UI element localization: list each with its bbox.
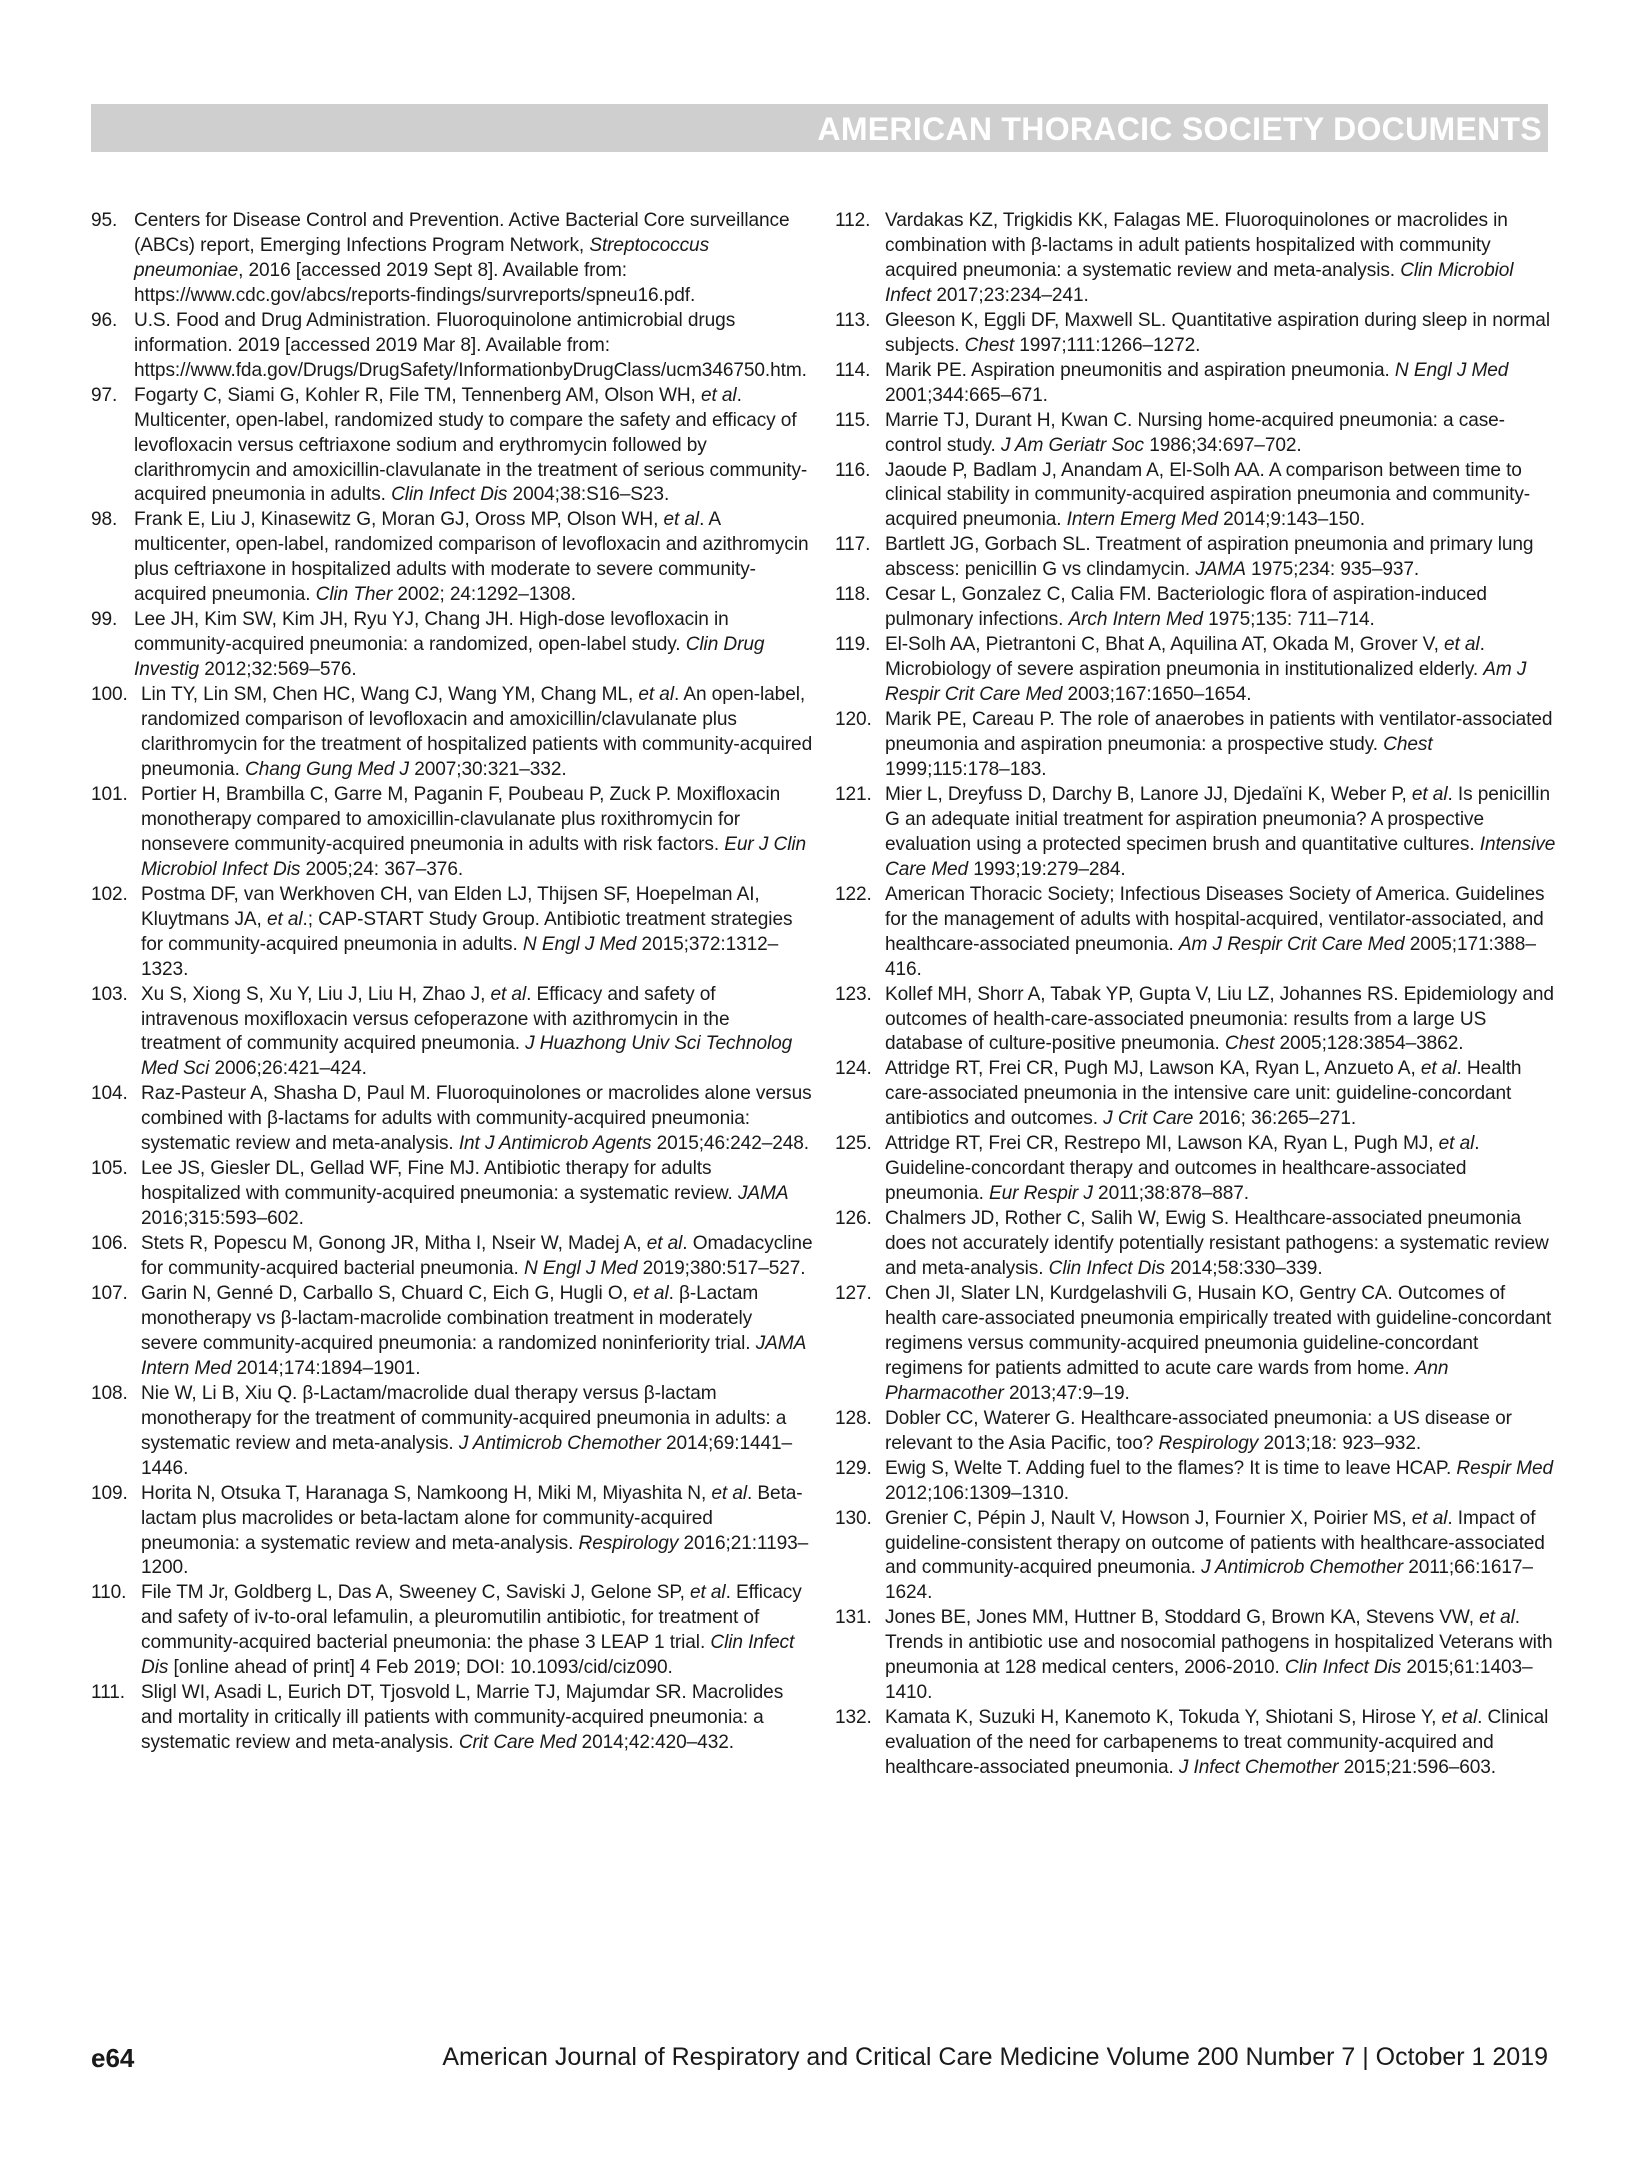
reference-text [885,883,1557,983]
reference-segment: Mier L, Dreyfuss D, Darchy B, Lanore JJ, Djedaïni K, Weber P, [885,783,1412,805]
left-reference-column [91,209,813,1756]
reference-italic-segment: Chest [1224,1033,1275,1055]
reference-segment: 1997;111:1266–1272. [1014,334,1201,356]
reference-text [885,1057,1557,1132]
reference-text [134,384,813,509]
reference-segment: Portier H, Brambilla C, Garre M, Paganin F, Poubeau P, Zuck P. Moxifloxacin monotherapy compared to amoxicillin-clavulanate plus roxithromycin for nonsevere community-acquired pneumonia in adults with risk factors. [141,783,781,855]
reference-segment: Jones BE, Jones MM, Huttner B, Stoddard G, Brown KA, Stevens VW, [885,1607,1480,1629]
reference-entry [91,883,813,983]
reference-segment: . Microbiology of severe aspiration pneumonia in institutionalized elderly. [885,634,1485,681]
reference-number: 126. [835,1208,872,1230]
reference-number: 111. [91,1682,125,1704]
reference-italic-segment: et al [711,1482,747,1504]
reference-number: 127. [835,1282,872,1304]
reference-number: 124. [835,1058,872,1080]
reference-italic-segment: Am J Respir Crit Care Med [885,659,1527,706]
reference-text [141,883,813,983]
reference-entry [835,1282,1557,1407]
reference-segment: 2005;24: 367–376. [300,858,464,880]
reference-text [141,1232,813,1282]
reference-number: 95. [91,210,118,231]
reference-italic-segment: et al [646,1233,683,1255]
reference-segment: 2014;174:1894–1901. [231,1357,421,1379]
reference-text [141,1581,813,1681]
reference-segment: Marik PE, Careau P. The role of anaerobes in patients with ventilator-associated pneumonia and aspiration pneumonia: a prospective study. [885,709,1553,756]
reference-italic-segment: Intensive Care Med [885,833,1556,880]
reference-number: 130. [835,1507,872,1529]
reference-segment: . Clinical evaluation of the need for carbapenems to treat community-acquired and healthcare-associated pneumonia. [885,1707,1549,1779]
reference-italic-segment: et al [1411,1507,1448,1529]
reference-segment: . Guideline-concordant therapy and outcomes in healthcare-associated pneumonia. [885,1133,1480,1205]
reference-segment: Stets R, Popescu M, Gonong JR, Mitha I, Nseir W, Madej A, [141,1233,647,1255]
reference-segment: 2005;128:3854–3862. [1274,1033,1464,1055]
reference-segment: 2019;380:517–527. [637,1258,806,1280]
reference-segment: . Trends in antibiotic use and nosocomial pathogens in hospitalized Veterans with pneumonia at 128 medical centers, 2006-2010. [885,1607,1553,1679]
reference-segment: El-Solh AA, Pietrantoni C, Bhat A, Aquilina AT, Okada M, Grover V, [885,634,1444,656]
reference-number: 118. [835,584,871,606]
reference-segment: 2016;21:1193–1200. [141,1532,809,1579]
reference-number: 129. [835,1457,872,1479]
reference-text [885,783,1557,883]
reference-text [885,983,1557,1058]
reference-italic-segment: Intern Emerg Med [1066,509,1218,531]
reference-entry [91,608,813,683]
reference-segment: 2015;46:242–248. [651,1133,810,1155]
reference-number: 97. [91,384,118,406]
reference-italic-segment: Clin Infect Dis [391,484,508,506]
reference-segment: Ewig S, Welte T. Adding fuel to the flames? It is time to leave HCAP. [885,1457,1457,1479]
reference-text [885,1132,1557,1207]
reference-number: 101. [91,783,128,805]
reference-entry [91,1157,813,1232]
reference-text [141,1681,813,1756]
reference-italic-segment: et al [700,384,737,406]
reference-text [885,1282,1557,1407]
reference-entry [91,983,813,1083]
reference-segment: Dobler CC, Waterer G. Healthcare-associated pneumonia: a US disease or relevant to the Asia Pacific, too? [885,1407,1512,1454]
reference-text [885,1706,1557,1781]
reference-segment: 2002; 24:1292–1308. [392,584,577,606]
reference-italic-segment: Arch Intern Med [1068,609,1203,631]
reference-segment: 2004;38:S16–S23. [507,484,670,506]
reference-number: 105. [91,1158,128,1180]
reference-italic-segment: J Huazhong Univ Sci Technolog Med Sci [141,1033,793,1080]
reference-number: 114. [835,359,871,381]
reference-text [134,309,813,384]
reference-segment: Fogarty C, Siami G, Kohler R, File TM, Tennenberg AM, Olson WH, [134,384,701,406]
reference-entry [91,1581,813,1681]
reference-entry [835,1706,1557,1781]
reference-number: 128. [835,1407,872,1429]
reference-text [134,209,813,309]
reference-entry [835,209,1557,309]
reference-entry [91,508,813,608]
reference-italic-segment: Eur J Clin Microbiol Infect Dis [141,833,807,880]
reference-italic-segment: Int J Antimicrob Agents [458,1133,652,1155]
reference-entry [91,1082,813,1157]
reference-segment: Kollef MH, Shorr A, Tabak YP, Gupta V, Liu LZ, Johannes RS. Epidemiology and outcomes of health-care-associated pneumonia: results from a large US database of culture-positive pneumonia. [885,983,1554,1055]
reference-entry [835,708,1557,783]
reference-number: 100. [91,684,128,706]
reference-text [885,309,1557,359]
reference-entry [91,1382,813,1482]
reference-text [141,1282,813,1382]
reference-text [885,1606,1557,1706]
reference-segment: Lin TY, Lin SM, Chen HC, Wang CJ, Wang YM, Chang ML, [141,684,639,706]
reference-entry [835,883,1557,983]
reference-entry [835,783,1557,883]
reference-segment: . An open-label, randomized comparison of levofloxacin and amoxicillin/clavulanate plus clarithromycin for the treatment of hospitalized patients with community-acquired pneumonia. [141,684,813,780]
reference-text [141,683,813,783]
reference-segment: Lee JS, Giesler DL, Gellad WF, Fine MJ. Antibiotic therapy for adults hospitalized with community-acquired pneumonia: a systematic review. [141,1158,738,1205]
reference-segment: File TM Jr, Goldberg L, Das A, Sweeney C, Saviski J, Gelone SP, [141,1582,690,1604]
reference-italic-segment: et al [638,684,674,706]
reference-italic-segment: Respir Med [1456,1457,1554,1479]
reference-italic-segment: J Antimicrob Chemother [1201,1557,1403,1579]
reference-number: 99. [91,609,118,631]
reference-text [885,708,1557,783]
reference-segment: Kamata K, Suzuki H, Kanemoto K, Tokuda Y, Shiotani S, Hirose Y, [885,1707,1442,1729]
reference-segment: American Thoracic Society; Infectious Diseases Society of America. Guidelines for the management of adults with hospital-acquired, ventilator-associated, and healthcare-associated pneumonia. [885,883,1545,955]
reference-segment: . Health care-associated pneumonia in the intensive care unit: guideline-concordant antibiotics and outcomes. [885,1058,1522,1130]
reference-number: 104. [91,1083,128,1105]
reference-italic-segment: Ann Pharmacother [885,1357,1449,1404]
reference-number: 107. [91,1282,128,1304]
reference-italic-segment: Eur Respir J [989,1183,1093,1205]
reference-segment: 2016;315:593–602. [141,1208,304,1230]
reference-segment: 2006;26:421–424. [209,1058,367,1080]
reference-number: 108. [91,1382,128,1404]
reference-italic-segment: Crit Care Med [458,1732,577,1754]
reference-text [141,783,813,883]
reference-text [885,359,1557,409]
reference-segment: Marrie TJ, Durant H, Kwan C. Nursing home-acquired pneumonia: a case-control study. [885,409,1505,456]
reference-number: 122. [835,883,872,905]
reference-text [141,1382,813,1482]
reference-segment: Horita N, Otsuka T, Haranaga S, Namkoong H, Miki M, Miyashita N, [141,1482,712,1504]
reference-text [885,409,1557,459]
reference-italic-segment: Am J Respir Crit Care Med [1178,933,1405,955]
reference-segment: 2016; 36:265–271. [1193,1108,1357,1130]
reference-segment: [online ahead of print] 4 Feb 2019; DOI: 10.1093/cid/ciz090. [168,1657,673,1679]
reference-segment: Centers for Disease Control and Prevention. Active Bacterial Core surveillance (ABCs) report, Emerging Infections Program Network, [134,210,790,256]
reference-segment: Cesar L, Gonzalez C, Calia FM. Bacteriologic flora of aspiration-induced pulmonary infections. [885,584,1487,631]
reference-italic-segment: Streptococcus pneumoniae [134,234,710,281]
reference-segment: Jaoude P, Badlam J, Anandam A, El-Solh AA. A comparison between time to clinical stability in community-acquired aspiration pneumonia and community-acquired pneumonia. [885,459,1531,531]
reference-number: 109. [91,1482,128,1504]
reference-text [141,1157,813,1232]
header-bar [91,104,1548,152]
reference-segment: Chen JI, Slater LN, Kurdgelashvili G, Husain KO, Gentry CA. Outcomes of health care-associated pneumonia empirically treated with guideline-concordant regimens versus community-acquired pneumonia guideline-concordant regimens for patients admitted to acute care wards from home. [885,1282,1552,1379]
reference-italic-segment: Clin Microbiol Infect [885,259,1514,306]
reference-segment: U.S. Food and Drug Administration. Fluoroquinolone antimicrobial drugs information. 2019 [accessed 2019 Mar 8]. Available from: https://www.fda.gov/Drugs/DrugSafety/InformationbyDrugClass/ucm346750.htm. [134,309,807,381]
reference-text [885,209,1557,309]
reference-segment: . A multicenter, open-label, randomized comparison of levofloxacin and azithromycin plus ceftriaxone in hospitalized adults with moderate to severe community-acquired pneumonia. [134,509,809,606]
reference-italic-segment: et al [1420,1058,1457,1080]
reference-text [885,1407,1557,1457]
reference-segment: 2014;42:420–432. [576,1732,734,1754]
reference-italic-segment: Clin Infect Dis [141,1632,795,1679]
reference-italic-segment: N Engl J Med [1394,359,1509,381]
reference-segment: Grenier C, Pépin J, Nault V, Howson J, Fournier X, Poirier MS, [885,1507,1412,1529]
reference-segment: , 2016 [accessed 2019 Sept 8]. Available from: https://www.cdc.gov/abcs/reports-findings/survreports/spneu16.pdf. [134,259,696,306]
reference-segment: Lee JH, Kim SW, Kim JH, Ryu YJ, Chang JH. High-dose levofloxacin in community-acquired pneumonia: a randomized, open-label study. [134,609,729,656]
reference-segment: Xu S, Xiong S, Xu Y, Liu J, Liu H, Zhao J, [141,983,491,1005]
reference-entry [835,1057,1557,1132]
reference-italic-segment: et al [1443,634,1480,656]
right-reference-column [835,209,1557,1781]
reference-segment: Nie W, Li B, Xiu Q. β-Lactam/macrolide dual therapy versus β-lactam monotherapy for the treatment of community-acquired pneumonia in adults: a systematic review and meta-analysis. [141,1382,787,1454]
reference-number: 119. [835,634,871,656]
reference-italic-segment: JAMA [1195,559,1246,581]
reference-italic-segment: et al [633,1282,669,1304]
reference-segment: . Efficacy and safety of iv-to-oral lefamulin, a pleuromutilin antibiotic, for treatment of community-acquired bacterial pneumonia: the phase 3 LEAP 1 trial. [141,1582,802,1654]
reference-entry [91,1482,813,1582]
reference-segment: Marik PE. Aspiration pneumonitis and aspiration pneumonia. [885,359,1395,381]
page-footer [91,2043,1548,2077]
reference-italic-segment: J Crit Care [1103,1108,1194,1130]
reference-text [885,583,1557,633]
reference-segment: 2007;30:321–332. [408,758,567,780]
reference-italic-segment: J Antimicrob Chemother [458,1432,661,1454]
reference-italic-segment: et al [663,509,700,531]
reference-text [885,633,1557,708]
reference-number: 110. [91,1582,127,1604]
reference-text [885,1207,1557,1282]
reference-entry [835,633,1557,708]
reference-number: 120. [835,709,872,731]
reference-italic-segment: Clin Infect Dis [1048,1258,1165,1280]
reference-entry [835,1457,1557,1507]
reference-segment: 2015;61:1403–1410. [885,1657,1533,1704]
reference-segment: . β-Lactam monotherapy vs β-lactam-macrolide combination treatment in moderately severe community-acquired pneumonia: a randomized noninferiority trial. [141,1282,759,1354]
reference-segment: 2015;372:1312–1323. [141,933,779,980]
reference-segment: 2011;38:878–887. [1092,1183,1249,1205]
reference-segment: 2014;69:1441–1446. [141,1432,793,1479]
reference-entry [835,459,1557,534]
running-header-title: AMERICAN THORACIC SOCIETY DOCUMENTS [817,111,1542,147]
reference-segment: . Efficacy and safety of intravenous moxifloxacin versus cefoperazone with azithromycin in the treatment of community acquired pneumonia. [141,983,730,1055]
reference-segment: 1993;19:279–284. [968,858,1126,880]
reference-entry [835,533,1557,583]
reference-segment: 1975;234: 935–937. [1245,559,1420,581]
reference-segment: Bartlett JG, Gorbach SL. Treatment of aspiration pneumonia and primary lung abscess: penicillin G vs clindamycin. [885,534,1534,581]
reference-entry [91,209,813,309]
reference-segment: 1975;135: 711–714. [1202,609,1375,631]
reference-segment: Postma DF, van Werkhoven CH, van Elden LJ, Thijsen SF, Hoepelman AI, Kluytmans JA, [141,883,760,930]
reference-entry [91,309,813,384]
reference-italic-segment: et al [490,983,527,1005]
reference-segment: Chalmers JD, Rother C, Salih W, Ewig S. Healthcare-associated pneumonia does not accurately identify potentially resistant pathogens: a systematic review and meta-analysis. [885,1208,1549,1280]
reference-segment: 1999;115:178–183. [885,758,1047,780]
reference-entry [91,1232,813,1282]
reference-segment: Garin N, Genné D, Carballo S, Chuard C, Eich G, Hugli O, [141,1282,633,1304]
reference-entry [91,683,813,783]
reference-segment: . Omadacycline for community-acquired bacterial pneumonia. [141,1233,813,1280]
reference-text [885,1507,1557,1607]
reference-number: 123. [835,983,872,1005]
reference-segment: 2011;66:1617–1624. [885,1557,1533,1604]
reference-entry [91,783,813,883]
reference-italic-segment: Clin Ther [315,584,393,606]
reference-segment: Vardakas KZ, Trigkidis KK, Falagas ME. Fluoroquinolones or macrolides in combination with β-lactams in adult patients hospitalized with community acquired pneumonia: a systematic review and meta-analysis. [885,210,1508,281]
reference-entry [835,1507,1557,1607]
reference-number: 112. [835,210,871,231]
reference-entry [835,409,1557,459]
reference-italic-segment: JAMA Intern Med [141,1332,806,1379]
reference-text [141,1082,813,1157]
reference-entry [835,359,1557,409]
reference-entry [835,983,1557,1058]
page-number: e64 [91,2043,135,2073]
reference-segment: . Multicenter, open-label, randomized study to compare the safety and efficacy of levofloxacin versus ceftriaxone sodium and erythromycin followed by clarithromycin and amoxicillin-clavulanate in the treatment of serious community-acquired pneumonia in adults. [134,384,808,506]
reference-text [141,983,813,1083]
reference-segment: . Is penicillin G an adequate initial treatment for aspiration pneumonia? A prospective evaluation using a protected specimen brush and quantitative cultures. [885,783,1550,855]
reference-text [134,608,813,683]
journal-citation-line: American Journal of Respiratory and Critical Care Medicine Volume 200 Number 7 | October 1 2019 [442,2043,1548,2071]
reference-number: 131. [835,1607,872,1629]
reference-entry [835,583,1557,633]
reference-italic-segment: N Engl J Med [522,933,637,955]
reference-number: 121. [835,783,872,805]
reference-italic-segment: Chang Gung Med J [245,758,409,780]
reference-italic-segment: et al [1479,1607,1515,1629]
reference-number: 132. [835,1707,872,1729]
reference-segment: 2012;32:569–576. [199,659,357,681]
reference-text [885,1457,1557,1507]
reference-segment: 2015;21:596–603. [1338,1757,1496,1779]
reference-italic-segment: et al [1411,783,1448,805]
reference-italic-segment: Clin Drug Investig [134,634,765,681]
reference-number: 117. [835,534,871,556]
reference-segment: 2001;344:665–671. [885,384,1048,406]
reference-segment: 2013;18: 923–932. [1258,1432,1422,1454]
reference-entry [835,1606,1557,1706]
reference-entry [91,384,813,509]
reference-entry [91,1282,813,1382]
reference-number: 96. [91,309,118,331]
reference-italic-segment: JAMA [737,1183,789,1205]
reference-number: 102. [91,883,128,905]
reference-segment: 2014;58:330–339. [1164,1258,1323,1280]
reference-segment: . Impact of guideline-consistent therapy on outcome of patients with healthcare-associated and community-acquired pneumonia. [885,1507,1545,1579]
reference-segment: 2003;167:1650–1654. [1062,684,1252,706]
reference-text [885,533,1557,583]
reference-entry [835,1407,1557,1457]
reference-segment: 1986;34:697–702. [1144,434,1302,456]
reference-text [134,508,813,608]
reference-segment: Frank E, Liu J, Kinasewitz G, Moran GJ, Oross MP, Olson WH, [134,509,664,531]
reference-entry [835,1207,1557,1282]
reference-number: 115. [835,409,871,431]
reference-italic-segment: Clin Infect Dis [1284,1657,1402,1679]
reference-italic-segment: J Am Geriatr Soc [1000,434,1145,456]
reference-italic-segment: Chest [964,334,1015,356]
reference-segment: Attridge RT, Frei CR, Pugh MJ, Lawson KA, Ryan L, Anzueto A, [885,1058,1421,1080]
reference-number: 98. [91,509,118,531]
reference-segment: .; CAP-START Study Group. Antibiotic treatment strategies for community-acquired pneumonia in adults. [141,908,793,955]
reference-entry [835,1132,1557,1207]
reference-italic-segment: et al [1441,1707,1478,1729]
reference-italic-segment: J Infect Chemother [1178,1757,1339,1779]
reference-segment: Raz-Pasteur A, Shasha D, Paul M. Fluoroquinolones or macrolides alone versus combined with β-lactams for adults with community-acquired pneumonia: systematic review and meta-analysis. [141,1083,812,1155]
reference-segment: Attridge RT, Frei CR, Restrepo MI, Lawson KA, Ryan L, Pugh MJ, [885,1133,1439,1155]
reference-number: 106. [91,1233,128,1255]
reference-number: 103. [91,983,128,1005]
reference-entry [91,1681,813,1756]
reference-italic-segment: Chest [1383,734,1433,756]
reference-segment: 2013;47:9–19. [1003,1382,1130,1404]
reference-number: 116. [835,459,871,481]
reference-segment: 2017;23:234–241. [931,284,1089,306]
reference-text [885,459,1557,534]
reference-number: 113. [835,309,871,331]
reference-italic-segment: Respirology [578,1532,679,1554]
reference-italic-segment: et al [1438,1133,1475,1155]
reference-segment: 2014;9:143–150. [1217,509,1365,531]
reference-italic-segment: N Engl J Med [523,1258,638,1280]
reference-number: 125. [835,1133,872,1155]
reference-italic-segment: Respirology [1158,1432,1259,1454]
reference-segment: . Beta-lactam plus macrolides or beta-lactam alone for community-acquired pneumonia: a systematic review and meta-analysis. [141,1482,803,1554]
reference-italic-segment: et al [689,1582,726,1604]
reference-segment: 2012;106:1309–1310. [885,1482,1069,1504]
reference-segment: Gleeson K, Eggli DF, Maxwell SL. Quantitative aspiration during sleep in normal subjects. [885,309,1550,356]
reference-italic-segment: et al [266,908,303,930]
reference-segment: 2005;171:388–416. [885,933,1536,980]
reference-entry [835,309,1557,359]
reference-segment: Sligl WI, Asadi L, Eurich DT, Tjosvold L, Marrie TJ, Majumdar SR. Macrolides and mortality in critically ill patients with community-acquired pneumonia: a systematic review and meta-analysis. [141,1682,784,1754]
reference-text [141,1482,813,1582]
